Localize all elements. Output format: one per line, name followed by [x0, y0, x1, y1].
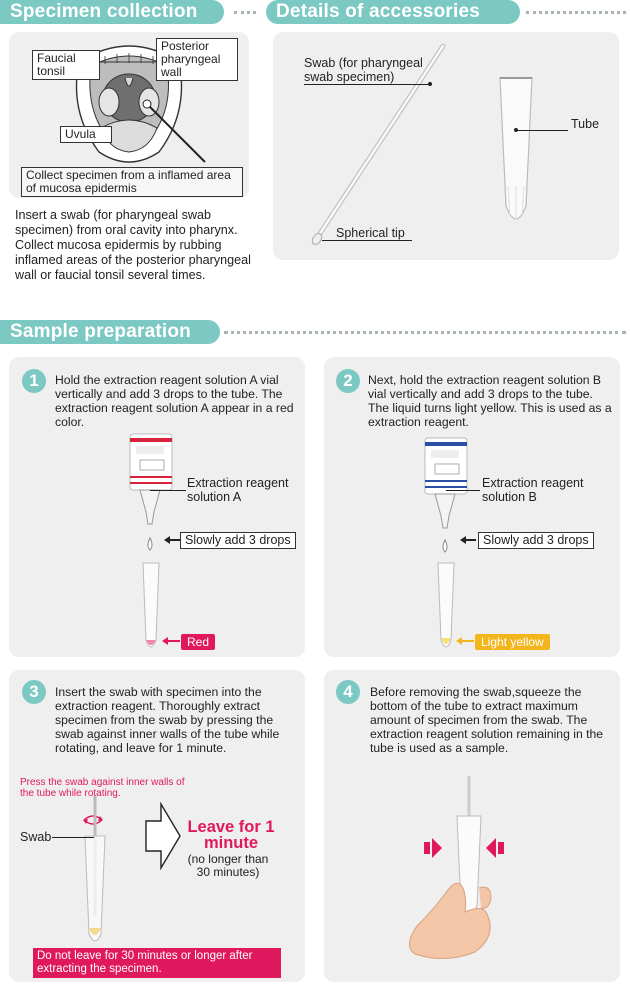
vial-b-illustration — [421, 436, 471, 496]
swab-label-step-3: Swab — [20, 830, 52, 844]
label-uvula: Uvula — [60, 126, 112, 143]
spherical-tip-label: Spherical tip — [336, 226, 405, 240]
leave-time-limit: (no longer than 30 minutes) — [187, 852, 269, 879]
divider-dots — [224, 331, 626, 334]
step-number-2: 2 — [336, 369, 360, 393]
rotate-note: Press the swab against inner walls of the tube while rotating. — [20, 777, 185, 799]
leader-line — [304, 84, 430, 85]
specimen-caption: Collect specimen from a inflamed area of mucosa epidermis — [21, 167, 243, 197]
step-3-text: Insert the swab with specimen into the extraction reagent. Thoroughly extract specimen from the swab by pressing the swab against inner walls of the tube while rotating, and leave for 1 minute. — [55, 685, 280, 755]
squeeze-arrow-right-icon — [424, 836, 442, 860]
divider-dots — [234, 11, 256, 14]
swab-label: Swab (for pharyngeal swab specimen) — [304, 56, 423, 84]
tube-step-1 — [142, 562, 160, 652]
tube-label: Tube — [571, 117, 600, 131]
leader-line — [516, 130, 568, 131]
swab-in-tube-illustration — [82, 796, 108, 946]
drop-icon — [145, 538, 155, 552]
vial-b-nozzle — [433, 494, 457, 534]
section-title-sample-preparation: Sample preparation — [0, 320, 220, 344]
divider-dots — [526, 11, 626, 14]
vial-a-nozzle — [138, 490, 162, 530]
tube-step-2 — [437, 562, 455, 652]
arrow-left-icon — [162, 636, 180, 646]
step-number-4: 4 — [336, 680, 360, 704]
label-posterior-pharyngeal-wall: Posterior pharyngeal wall — [156, 38, 238, 81]
section-title-details-of-accessories: Details of accessories — [266, 0, 520, 24]
leave-for-1-minute-title: Leave for 1 minute — [187, 818, 275, 852]
color-tag-red: Red — [181, 634, 215, 650]
drop-icon — [440, 540, 450, 554]
reagent-a-label: Extraction reagent solution A — [187, 476, 289, 504]
leader-dot — [428, 82, 432, 86]
step-2-text: Next, hold the extraction reagent solution B vial vertically and add 3 drops to the tube. The liquid turns light yellow. This is used as a extraction reagent. — [368, 373, 612, 429]
leader-line — [150, 490, 186, 491]
arrow-left-icon — [164, 535, 180, 545]
section-title-specimen-collection: Specimen collection — [0, 0, 224, 24]
slowly-add-drops-b-label: Slowly add 3 drops — [478, 532, 594, 549]
squeeze-arrow-left-icon — [486, 836, 504, 860]
color-tag-light-yellow: Light yellow — [475, 634, 550, 650]
big-right-arrow-icon — [145, 803, 181, 869]
leader-line — [446, 490, 480, 491]
leader-line — [52, 837, 94, 838]
slowly-add-drops-a-label: Slowly add 3 drops — [180, 532, 296, 549]
warning-banner: Do not leave for 30 minutes or longer after extracting the specimen. — [33, 948, 281, 978]
arrow-left-icon — [456, 636, 474, 646]
leader-line — [322, 240, 412, 241]
label-faucial-tonsil: Faucial tonsil — [32, 50, 100, 80]
leader-dot — [514, 128, 518, 132]
reagent-b-label: Extraction reagent solution B — [482, 476, 584, 504]
vial-a-illustration — [126, 432, 176, 492]
step-1-text: Hold the extraction reagent solution A vial vertically and add 3 drops to the tube. The extraction reagent solution A appear in a red color. — [55, 373, 294, 429]
step-number-3: 3 — [22, 680, 46, 704]
step-4-text: Before removing the swab,squeeze the bottom of the tube to extract maximum amount of specimen from the swab. The extraction reagent solution remaining in the tube is used as a sample. — [370, 685, 604, 755]
specimen-instructions: Insert a swab (for pharyngeal swab specimen) from oral cavity into pharynx. Collect mucosa epidermis by rubbing inflamed areas of the posterior pharyngeal wall or faucial tonsil several times. — [15, 208, 251, 282]
squeeze-hand-illustration — [405, 776, 515, 960]
step-number-1: 1 — [22, 369, 46, 393]
arrow-left-icon — [460, 535, 476, 545]
tube-illustration — [496, 76, 536, 231]
